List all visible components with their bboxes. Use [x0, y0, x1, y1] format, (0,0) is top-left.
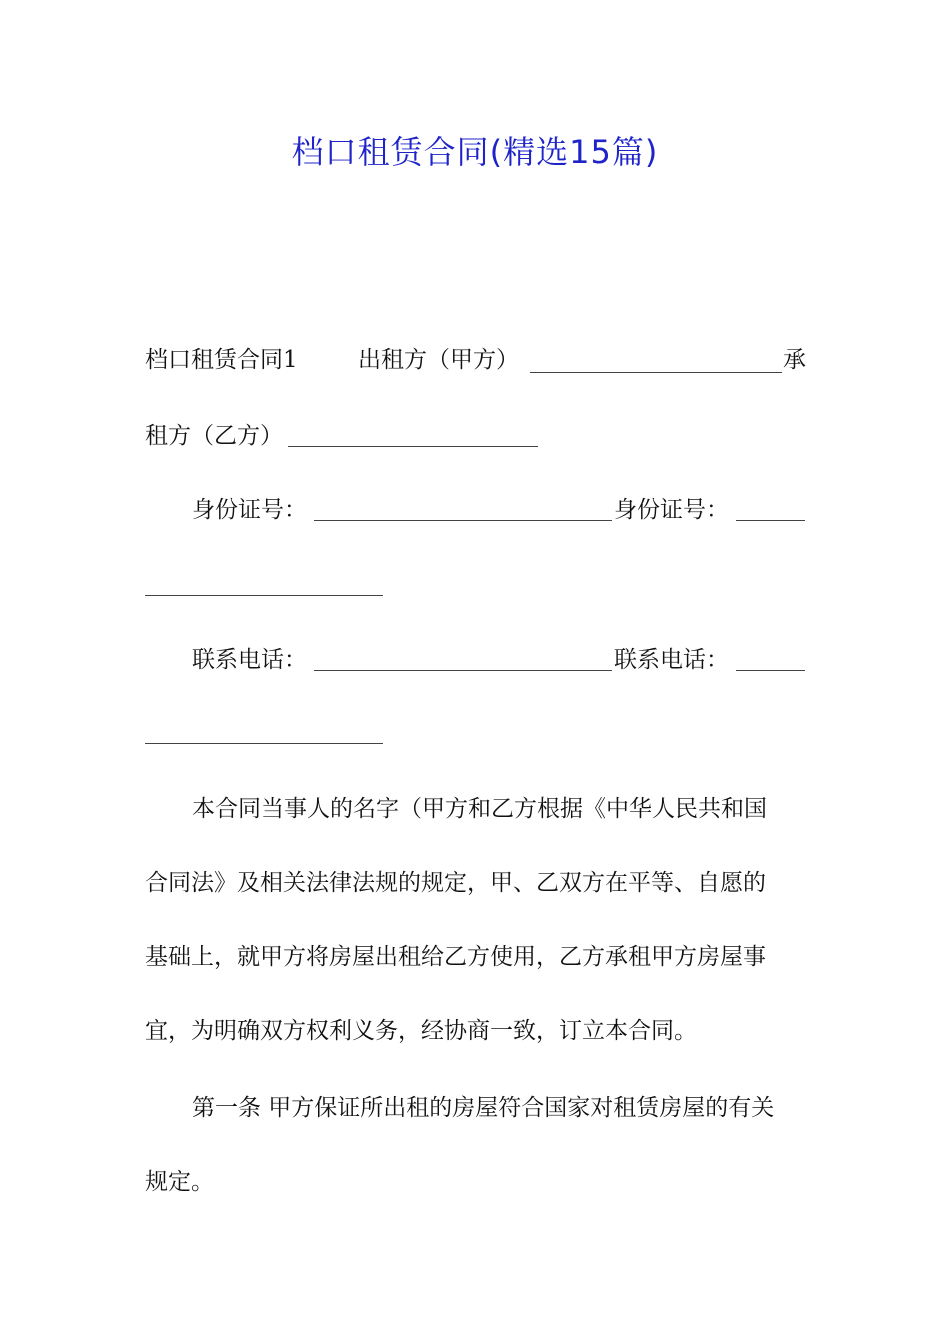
- party-b-label: 租方（乙方）: [145, 423, 283, 449]
- id-label-a: 身份证号：: [192, 497, 307, 523]
- document-title: 档口租赁合同(精选15篇): [291, 133, 659, 171]
- id-line-a: [192, 494, 307, 526]
- paragraph1-line4: 宜，为明确双方权利义务，经协商一致，订立本合同。: [145, 1018, 697, 1044]
- id-blank-b-part2[interactable]: [145, 595, 383, 596]
- tel-blank-a[interactable]: [314, 670, 612, 671]
- tel-blank-b-part2[interactable]: [145, 743, 383, 744]
- article1-line1: 第一条 甲方保证所出租的房屋符合国家对租赁房屋的有关: [192, 1095, 775, 1121]
- line1-tail-text: 承: [783, 347, 806, 373]
- contract-heading-line: [145, 344, 298, 376]
- tel-label-a: 联系电话：: [192, 647, 307, 673]
- paragraph1-line1: 本合同当事人的名字（甲方和乙方根据《中华人民共和国: [192, 796, 767, 822]
- party-a-label: 出租方（甲方）: [358, 347, 519, 373]
- paragraph1-line2: 合同法》及相关法律法规的规定，甲、乙双方在平等、自愿的: [145, 870, 766, 896]
- tel-line-a: [192, 644, 307, 676]
- article1-line2: 规定。: [145, 1169, 214, 1195]
- tel-line-b: [614, 644, 729, 676]
- party-a-line: [358, 344, 519, 376]
- tel-blank-b-part1[interactable]: [736, 670, 805, 671]
- id-blank-a[interactable]: [314, 520, 612, 521]
- party-b-line: [145, 420, 283, 452]
- tel-label-b: 联系电话：: [614, 647, 729, 673]
- party-b-blank[interactable]: [288, 446, 538, 447]
- contract-number-heading: 档口租赁合同1: [145, 347, 298, 373]
- id-label-b: 身份证号：: [614, 497, 729, 523]
- id-blank-b-part1[interactable]: [736, 520, 805, 521]
- paragraph1-line3: 基础上，就甲方将房屋出租给乙方使用，乙方承租甲方房屋事: [145, 944, 766, 970]
- line1-tail: [783, 344, 806, 376]
- id-line-b: [614, 494, 729, 526]
- party-a-blank[interactable]: [530, 372, 782, 373]
